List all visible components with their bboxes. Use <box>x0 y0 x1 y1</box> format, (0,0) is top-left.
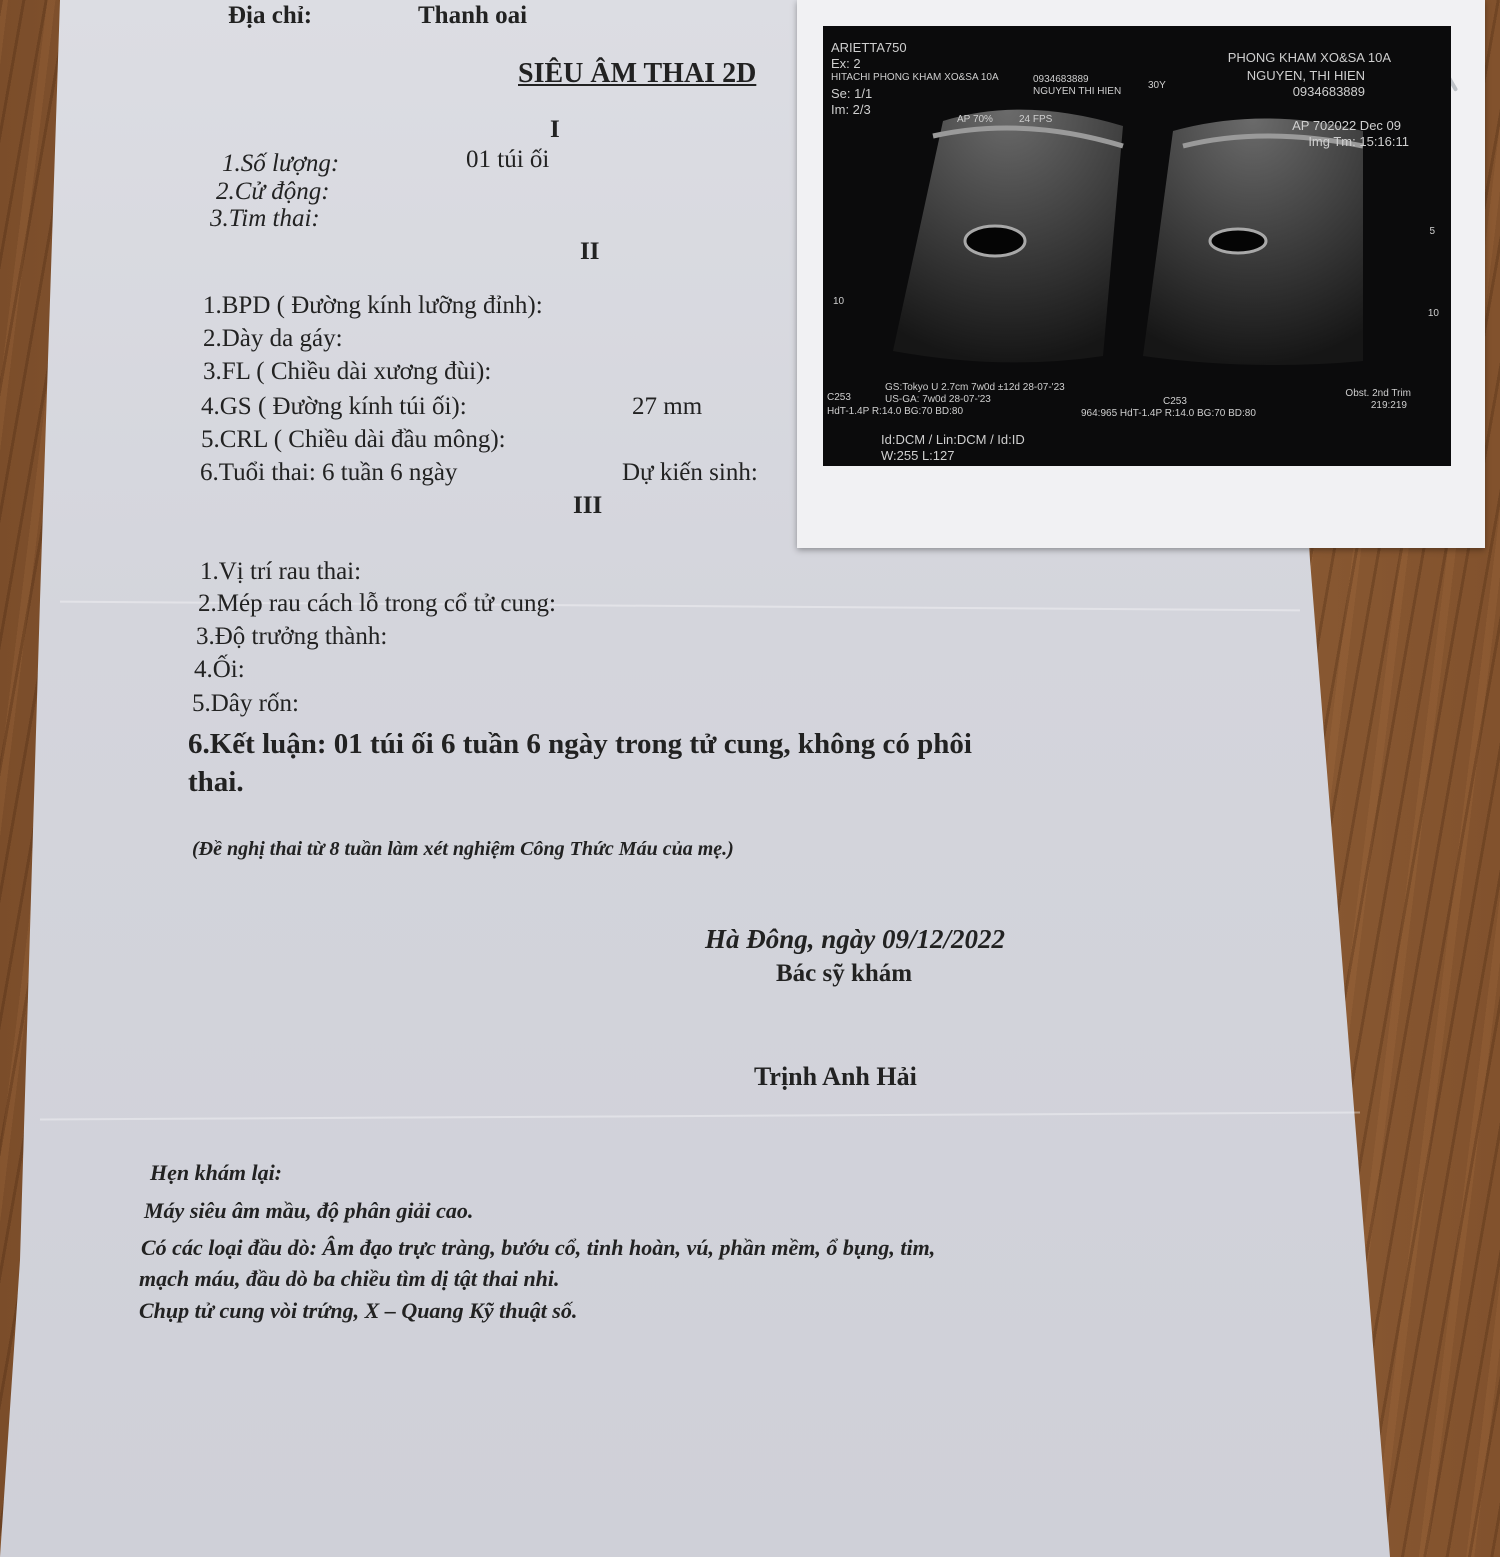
us-obst-label: Obst. 2nd Trim <box>1345 388 1411 399</box>
field-label: 4.GS ( Đường kính túi ối): <box>201 393 467 420</box>
us-params-left: HdT-1.4P R:14.0 BG:70 BD:80 <box>827 406 964 417</box>
us-phone: 0934683889 <box>1033 74 1089 85</box>
section-heading-2: II <box>580 238 600 265</box>
conclusion-line-1: 6.Kết luận: 01 túi ối 6 tuần 6 ngày trong tử cung, không có phôi <box>188 728 972 760</box>
footer-line: Chụp tử cung vòi trứng, X – Quang Kỹ thuật số. <box>139 1298 578 1323</box>
address-label: Địa chỉ: <box>228 2 313 29</box>
field-label: 5.CRL ( Chiều dài đầu mông): <box>201 426 506 453</box>
revisit-label: Hẹn khám lại: <box>150 1160 283 1185</box>
field-label: 5.Dây rốn: <box>192 690 299 717</box>
report-title: SIÊU ÂM THAI 2D <box>518 58 757 89</box>
us-model: ARIETTA750 <box>831 40 907 55</box>
us-obst-value: 219:219 <box>1370 400 1407 411</box>
us-image: Im: 2/3 <box>831 102 871 117</box>
field-label: 2.Cử động: <box>216 178 330 205</box>
field-label: 6.Tuổi thai: 6 tuần 6 ngày <box>200 459 458 486</box>
gestational-sac-left <box>965 226 1025 256</box>
us-age: 30Y <box>1148 80 1166 91</box>
field-label: 2.Dày da gáy: <box>203 325 343 352</box>
us-fps: 24 FPS <box>1019 114 1053 125</box>
us-clinic-right: PHONG KHAM XO&SA 10A <box>1227 50 1391 65</box>
us-clinic: HITACHI PHONG KHAM XO&SA 10A <box>831 72 999 83</box>
us-scale-mark: 10 <box>833 296 845 307</box>
place-date: Hà Đông, ngày 09/12/2022 <box>705 924 1006 954</box>
us-phone-right: 0934683889 <box>1292 84 1365 99</box>
us-img-time: Img Tm: 15:16:11 <box>1308 134 1409 149</box>
footer-line: Máy siêu âm mầu, độ phân giải cao. <box>144 1198 474 1223</box>
field-label: 3.FL ( Chiều dài xương đùi): <box>203 358 492 385</box>
us-ap: AP 70% <box>957 114 993 125</box>
section-heading-3: III <box>573 492 603 519</box>
field-label: 3.Tim thai: <box>210 205 320 232</box>
ultrasound-print <box>797 0 1485 548</box>
us-probe-left: C253 <box>827 392 851 403</box>
address-value: Thanh oai <box>418 2 528 29</box>
gestational-sac-right <box>1210 229 1266 253</box>
field-value: 01 túi ối <box>466 146 550 173</box>
doctor-role: Bác sỹ khám <box>776 960 913 987</box>
us-exam: Ex: 2 <box>831 56 861 71</box>
recommendation-note: (Đề nghị thai từ 8 tuần làm xét nghiệm Công Thức Máu của mẹ.) <box>192 838 734 860</box>
us-probe-mid: C253 <box>1163 396 1187 407</box>
field-label: 2.Mép rau cách lỗ trong cổ tử cung: <box>198 590 556 617</box>
us-patient-right: NGUYEN, THI HIEN <box>1246 68 1365 83</box>
us-measurement-gs: GS:Tokyo U 2.7cm 7w0d ±12d 28-07-'23 <box>885 382 1065 393</box>
us-window: W:255 L:127 <box>881 448 955 463</box>
field-label: 1.Số lượng: <box>222 150 340 177</box>
field-value: Dự kiến sinh: <box>622 459 758 486</box>
us-dcm: Id:DCM / Lin:DCM / Id:ID <box>881 432 1025 447</box>
footer-line: Có các loại đầu dò: Âm đạo trực tràng, bướu cổ, tinh hoàn, vú, phần mềm, ổ bụng, tim, <box>141 1235 936 1260</box>
ultrasound-scan <box>823 26 1451 466</box>
field-value: 27 mm <box>632 393 703 420</box>
section-heading-1: I <box>550 116 560 143</box>
field-label: 1.Vị trí rau thai: <box>200 558 362 585</box>
doctor-name: Trịnh Anh Hải <box>754 1062 917 1091</box>
us-params-mid: 964:965 HdT-1.4P R:14.0 BG:70 BD:80 <box>1081 408 1256 419</box>
us-patient: NGUYEN THI HIEN <box>1033 86 1122 97</box>
us-scale-mark: 10 <box>1427 308 1439 319</box>
field-label: 4.Ối: <box>194 656 245 683</box>
field-label: 1.BPD ( Đường kính lưỡng đỉnh): <box>203 292 543 319</box>
us-scale-mark: 5 <box>1429 226 1435 237</box>
conclusion-line-2: thai. <box>188 766 244 798</box>
us-date-stamp: AP 702022 Dec 09 <box>1292 118 1401 133</box>
us-series: Se: 1/1 <box>831 86 873 101</box>
field-label: 3.Độ trưởng thành: <box>196 623 388 650</box>
footer-line: mạch máu, đầu dò ba chiều tìm dị tật thai nhi. <box>139 1266 560 1291</box>
us-measurement-ga: US-GA: 7w0d 28-07-'23 <box>885 394 991 405</box>
